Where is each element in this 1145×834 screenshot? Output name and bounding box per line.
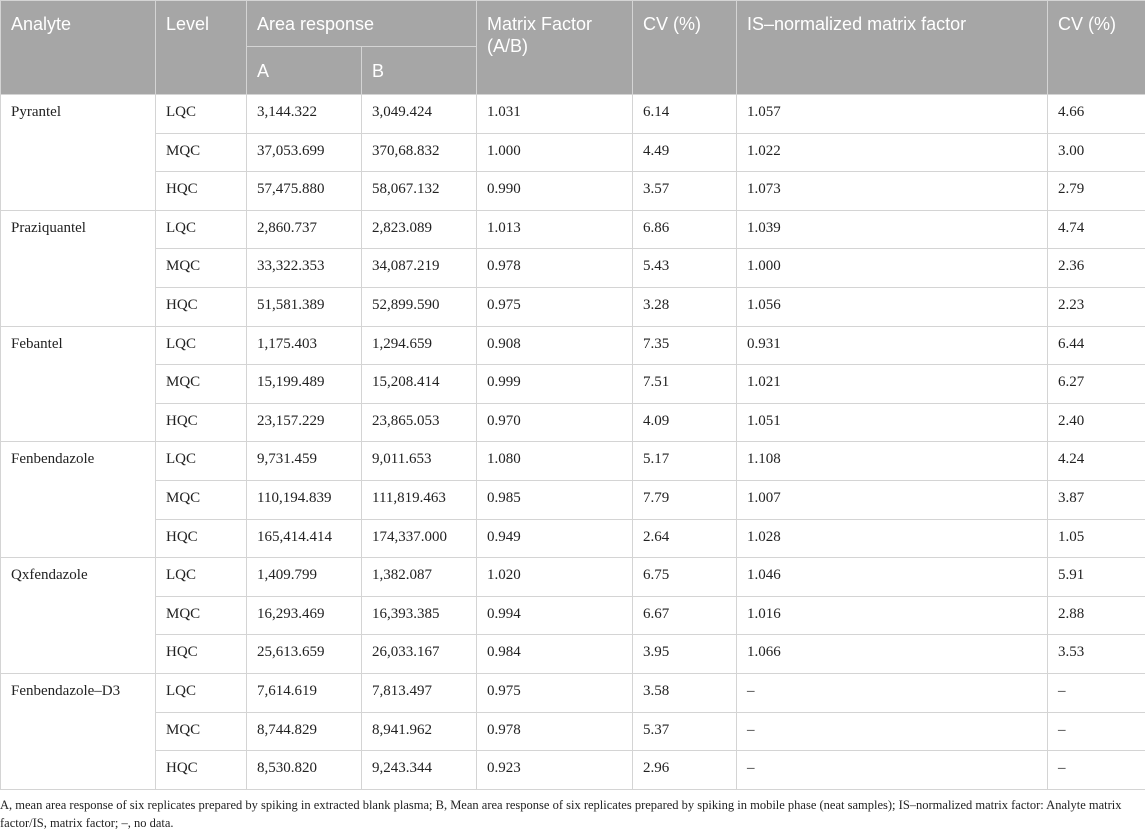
cell-level: MQC (156, 133, 247, 172)
cell-matrix-factor: 1.013 (477, 210, 633, 249)
cell-area-b: 9,243.344 (362, 751, 477, 790)
cell-is-cv: 2.88 (1048, 596, 1145, 635)
cell-is-cv: 3.00 (1048, 133, 1145, 172)
cell-is-cv: 1.05 (1048, 519, 1145, 558)
cell-matrix-factor: 1.000 (477, 133, 633, 172)
cell-is-normalized: 1.051 (737, 403, 1048, 442)
table-header (1, 1, 1145, 95)
cell-matrix-factor: 0.923 (477, 751, 633, 790)
cell-area-a: 1,409.799 (247, 558, 362, 597)
cell-analyte: Qxfendazole (1, 558, 156, 674)
table-row (1, 403, 1145, 442)
table-body (1, 95, 1145, 790)
table-row (1, 210, 1145, 249)
cell-cv: 6.14 (633, 95, 737, 134)
cell-area-a: 2,860.737 (247, 210, 362, 249)
cell-is-cv: 4.74 (1048, 210, 1145, 249)
table-row (1, 442, 1145, 481)
header-b: B (362, 47, 477, 95)
cell-level: HQC (156, 751, 247, 790)
cell-matrix-factor: 0.978 (477, 712, 633, 751)
cell-area-b: 26,033.167 (362, 635, 477, 674)
cell-area-a: 8,530.820 (247, 751, 362, 790)
table-row (1, 133, 1145, 172)
cell-area-b: 52,899.590 (362, 287, 477, 326)
cell-area-a: 110,194.839 (247, 480, 362, 519)
table-row (1, 95, 1145, 134)
cell-matrix-factor: 0.994 (477, 596, 633, 635)
cell-cv: 4.49 (633, 133, 737, 172)
cell-area-a: 57,475.880 (247, 172, 362, 211)
cell-is-cv: – (1048, 712, 1145, 751)
cell-area-a: 1,175.403 (247, 326, 362, 365)
cell-is-normalized: 1.073 (737, 172, 1048, 211)
cell-is-normalized: 1.039 (737, 210, 1048, 249)
cell-matrix-factor: 0.978 (477, 249, 633, 288)
cell-is-normalized: 1.066 (737, 635, 1048, 674)
cell-is-normalized: 1.056 (737, 287, 1048, 326)
header-matrix-factor: Matrix Factor (A/B) (477, 1, 633, 95)
cell-area-b: 370,68.832 (362, 133, 477, 172)
table-row (1, 249, 1145, 288)
cell-matrix-factor: 0.975 (477, 673, 633, 712)
cell-area-a: 165,414.414 (247, 519, 362, 558)
cell-is-cv: 2.79 (1048, 172, 1145, 211)
cell-matrix-factor: 1.020 (477, 558, 633, 597)
cell-is-normalized: 1.022 (737, 133, 1048, 172)
cell-matrix-factor: 1.080 (477, 442, 633, 481)
cell-matrix-factor: 0.970 (477, 403, 633, 442)
cell-cv: 6.86 (633, 210, 737, 249)
cell-is-cv: 3.87 (1048, 480, 1145, 519)
cell-level: MQC (156, 365, 247, 404)
cell-cv: 7.79 (633, 480, 737, 519)
cell-is-normalized: – (737, 673, 1048, 712)
cell-cv: 6.75 (633, 558, 737, 597)
cell-is-cv: 5.91 (1048, 558, 1145, 597)
table-row (1, 558, 1145, 597)
table-row (1, 172, 1145, 211)
cell-level: HQC (156, 172, 247, 211)
cell-is-cv: 6.27 (1048, 365, 1145, 404)
table-row (1, 287, 1145, 326)
table-row (1, 673, 1145, 712)
table-row (1, 365, 1145, 404)
cell-area-a: 16,293.469 (247, 596, 362, 635)
cell-matrix-factor: 0.949 (477, 519, 633, 558)
cell-cv: 7.51 (633, 365, 737, 404)
cell-level: LQC (156, 210, 247, 249)
cell-area-a: 25,613.659 (247, 635, 362, 674)
cell-cv: 3.95 (633, 635, 737, 674)
cell-is-normalized: 1.057 (737, 95, 1048, 134)
cell-matrix-factor: 0.975 (477, 287, 633, 326)
cell-cv: 5.37 (633, 712, 737, 751)
cell-cv: 5.17 (633, 442, 737, 481)
cell-level: MQC (156, 480, 247, 519)
cell-area-b: 16,393.385 (362, 596, 477, 635)
cell-level: LQC (156, 326, 247, 365)
cell-area-a: 9,731.459 (247, 442, 362, 481)
cell-analyte: Pyrantel (1, 95, 156, 211)
cell-matrix-factor: 0.908 (477, 326, 633, 365)
cell-is-cv: – (1048, 751, 1145, 790)
table-footnote: A, mean area response of six replicates prepared by spiking in extracted blank plasma; B, Mean area response of six replicates prepared by spiking in mobile phase (neat samples); IS–normalized matrix factor: Analyte matrix factor/IS, matrix factor; –, no data. (0, 798, 1122, 830)
cell-is-normalized: 1.000 (737, 249, 1048, 288)
cell-area-a: 33,322.353 (247, 249, 362, 288)
cell-cv: 7.35 (633, 326, 737, 365)
table-row (1, 596, 1145, 635)
cell-area-a: 51,581.389 (247, 287, 362, 326)
cell-is-cv: 3.53 (1048, 635, 1145, 674)
cell-cv: 3.28 (633, 287, 737, 326)
cell-is-cv: 4.66 (1048, 95, 1145, 134)
cell-area-a: 15,199.489 (247, 365, 362, 404)
cell-analyte: Fenbendazole–D3 (1, 673, 156, 789)
cell-level: HQC (156, 287, 247, 326)
cell-area-b: 1,382.087 (362, 558, 477, 597)
header-area-response: Area response (247, 1, 477, 47)
cell-area-b: 2,823.089 (362, 210, 477, 249)
cell-is-normalized: 1.016 (737, 596, 1048, 635)
cell-cv: 3.57 (633, 172, 737, 211)
cell-level: MQC (156, 712, 247, 751)
cell-cv: 2.96 (633, 751, 737, 790)
table-row (1, 519, 1145, 558)
cell-is-cv: 6.44 (1048, 326, 1145, 365)
cell-is-normalized: – (737, 712, 1048, 751)
cell-cv: 3.58 (633, 673, 737, 712)
cell-level: HQC (156, 519, 247, 558)
cell-cv: 6.67 (633, 596, 737, 635)
table-row (1, 712, 1145, 751)
cell-area-a: 7,614.619 (247, 673, 362, 712)
header-is-cv: CV (%) (1048, 1, 1145, 95)
table-row (1, 751, 1145, 790)
cell-level: LQC (156, 673, 247, 712)
cell-area-a: 8,744.829 (247, 712, 362, 751)
cell-level: HQC (156, 635, 247, 674)
cell-area-b: 15,208.414 (362, 365, 477, 404)
header-a: A (247, 47, 362, 95)
header-is-normalized-matrix-factor: IS–normalized matrix factor (737, 1, 1048, 95)
cell-area-b: 1,294.659 (362, 326, 477, 365)
cell-is-cv: 4.24 (1048, 442, 1145, 481)
cell-matrix-factor: 0.985 (477, 480, 633, 519)
cell-area-b: 8,941.962 (362, 712, 477, 751)
table-row (1, 480, 1145, 519)
cell-cv: 4.09 (633, 403, 737, 442)
cell-cv: 5.43 (633, 249, 737, 288)
cell-level: LQC (156, 442, 247, 481)
cell-is-normalized: 0.931 (737, 326, 1048, 365)
cell-area-b: 9,011.653 (362, 442, 477, 481)
cell-matrix-factor: 0.990 (477, 172, 633, 211)
cell-is-cv: 2.40 (1048, 403, 1145, 442)
cell-area-a: 3,144.322 (247, 95, 362, 134)
cell-area-a: 23,157.229 (247, 403, 362, 442)
cell-level: MQC (156, 249, 247, 288)
cell-is-normalized: 1.021 (737, 365, 1048, 404)
cell-is-normalized: 1.007 (737, 480, 1048, 519)
table-row (1, 326, 1145, 365)
cell-matrix-factor: 0.984 (477, 635, 633, 674)
cell-is-normalized: – (737, 751, 1048, 790)
cell-is-cv: 2.36 (1048, 249, 1145, 288)
cell-area-b: 174,337.000 (362, 519, 477, 558)
cell-area-b: 34,087.219 (362, 249, 477, 288)
cell-is-normalized: 1.108 (737, 442, 1048, 481)
cell-area-b: 111,819.463 (362, 480, 477, 519)
cell-level: HQC (156, 403, 247, 442)
table-row (1, 635, 1145, 674)
cell-level: MQC (156, 596, 247, 635)
cell-cv: 2.64 (633, 519, 737, 558)
header-analyte: Analyte (1, 1, 156, 95)
cell-level: LQC (156, 558, 247, 597)
cell-is-cv: 2.23 (1048, 287, 1145, 326)
header-cv: CV (%) (633, 1, 737, 95)
cell-is-normalized: 1.046 (737, 558, 1048, 597)
cell-area-b: 3,049.424 (362, 95, 477, 134)
cell-area-a: 37,053.699 (247, 133, 362, 172)
cell-area-b: 23,865.053 (362, 403, 477, 442)
cell-area-b: 58,067.132 (362, 172, 477, 211)
cell-matrix-factor: 1.031 (477, 95, 633, 134)
cell-analyte: Fenbendazole (1, 442, 156, 558)
cell-is-normalized: 1.028 (737, 519, 1048, 558)
cell-analyte: Praziquantel (1, 210, 156, 326)
header-level: Level (156, 1, 247, 95)
cell-matrix-factor: 0.999 (477, 365, 633, 404)
cell-is-cv: – (1048, 673, 1145, 712)
cell-analyte: Febantel (1, 326, 156, 442)
cell-area-b: 7,813.497 (362, 673, 477, 712)
cell-level: LQC (156, 95, 247, 134)
